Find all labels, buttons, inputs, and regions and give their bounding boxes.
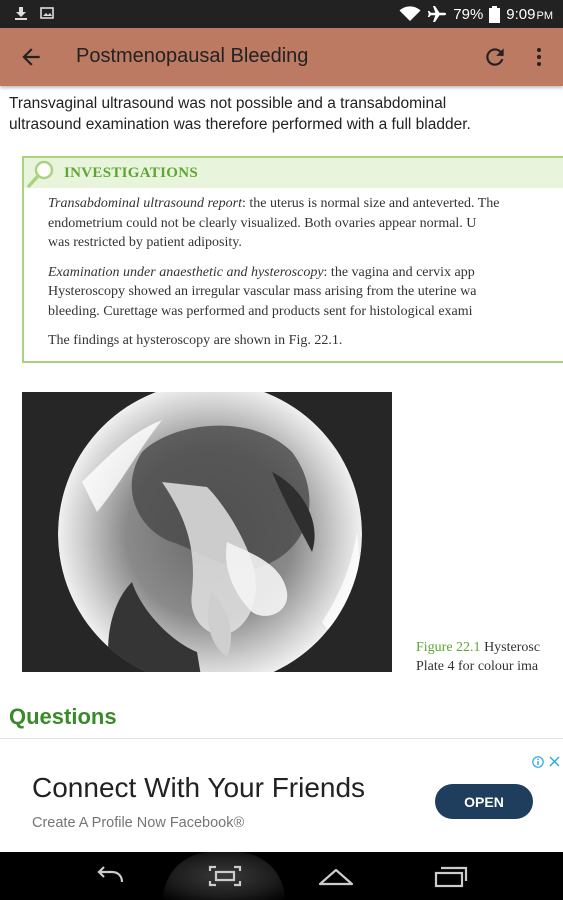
hysteroscopy-report: Examination under anaesthetic and hysteroscopy: the vagina and cervix app Hysteroscopy showed an irregular vascular mass arising from the uterine wa bleeding. Curettage was performed and products sent for histological exami [48, 264, 477, 319]
ad-title[interactable]: Connect With Your Friends [32, 772, 366, 803]
investigations-body [48, 194, 563, 361]
battery-icon [489, 6, 500, 23]
download-icon [14, 6, 28, 20]
battery-percent: 79% [453, 5, 484, 23]
magnifier-icon [26, 159, 56, 189]
app-bar [0, 28, 563, 86]
refresh-icon[interactable] [482, 44, 508, 70]
image-icon [40, 6, 54, 20]
back-arrow-icon[interactable] [18, 44, 44, 70]
airplane-icon [427, 5, 447, 23]
ultrasound-report: Transabdominal ultrasound report: the uterus is normal size and anteverted. The endometrium could not be clearly visualized. Both ovaries appear normal. U was restricted by patient adiposity. [48, 196, 500, 250]
ad-info-icon[interactable] [532, 756, 544, 768]
wifi-icon [399, 6, 421, 22]
home-icon[interactable] [316, 862, 356, 890]
page-title: Postmenopausal Bleeding [76, 45, 309, 67]
ad-open-button[interactable]: OPEN [435, 784, 533, 819]
back-nav-icon[interactable] [92, 862, 128, 890]
investigations-box [22, 156, 563, 363]
findings-note: The findings at hysteroscopy are shown in Fig. 22.1. [48, 333, 343, 348]
ad-banner[interactable] [0, 752, 563, 848]
status-bar [0, 0, 563, 28]
recents-icon[interactable] [432, 862, 470, 890]
clock: 9:09PM [506, 5, 553, 23]
navigation-bar [0, 852, 563, 900]
ad-close-icon[interactable] [549, 756, 560, 767]
more-vert-icon[interactable] [527, 44, 551, 70]
hysteroscopy-image[interactable] [22, 392, 392, 672]
ad-subtitle[interactable]: Create A Profile Now Facebook® [32, 815, 245, 831]
investigations-title: INVESTIGATIONS [64, 165, 198, 181]
screenshot-icon[interactable] [206, 862, 244, 890]
intro-paragraph: Transvaginal ultrasound was not possible and a transabdominal ultrasound examination was therefore performed with a full bladder. [9, 95, 471, 133]
divider [0, 738, 563, 739]
questions-heading: Questions [9, 704, 117, 729]
figure-caption: Figure 22.1 Hysterosc Plate 4 for colour ima [416, 640, 541, 674]
